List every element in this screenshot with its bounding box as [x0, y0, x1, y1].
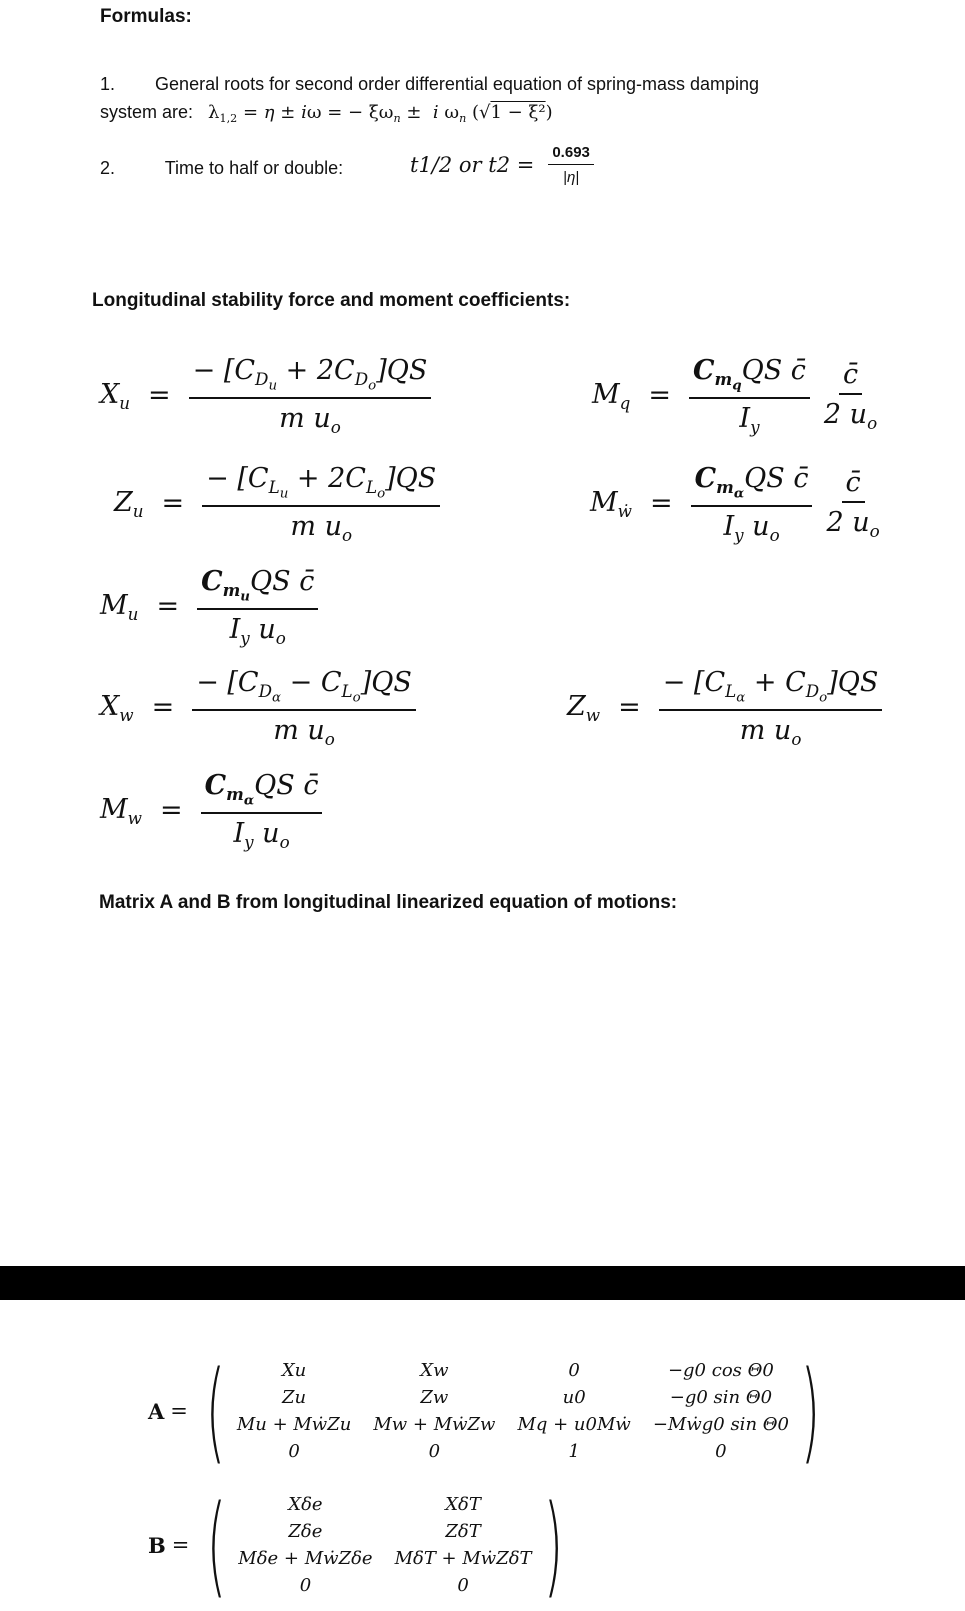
matrix-a-left-paren: (: [205, 1347, 226, 1475]
matrix-a-cell: Zw: [420, 1387, 449, 1408]
matrix-a-label: A: [148, 1398, 165, 1424]
matrix-b-grid: [238, 1493, 531, 1597]
item-2-number: 2.: [100, 158, 116, 178]
matrix-b-cell: MδT + MẇZδT: [394, 1548, 532, 1569]
matrix-a-cell: u0: [562, 1387, 586, 1408]
matrix-b-cell: 0: [299, 1575, 312, 1596]
matrix-b-cell: Mδe + MẇZδe: [238, 1548, 373, 1569]
damping-roots-formula: $\lambda_{1,2} = \eta \pm i\omega$ = − $\xi\omega_n \pm i$ $\omega_n$ (√1 − ξ²): [208, 102, 553, 125]
mwdot-fraction-1: $\frac{C_{m_\alpha}QS c̄}{I_y u_o}$: [691, 463, 813, 544]
xu-fraction: $\frac{- [C_{D_u} + 2C_{D_o}]QS}{m u_o}$: [189, 355, 432, 436]
matrix-a-cell: Xu: [281, 1360, 307, 1381]
matrices-heading: Matrix A and B from longitudinal linearized equation of motions:: [99, 892, 678, 913]
mq-lhs: $M_q$: [592, 378, 631, 413]
matrix-a-cell: Xw: [420, 1360, 449, 1381]
matrix-b-label: B: [148, 1532, 166, 1558]
zw-fraction: $\frac{- [C_{L_\alpha} + C_{D_o}]QS}{m u_o}$: [659, 667, 883, 748]
equation-xu: $X_u$ = $\frac{- [C_{D_u} + 2C_{D_o}]QS}{m u_o}$: [100, 355, 431, 436]
matrix-a-cell: 0: [428, 1441, 441, 1462]
half-double-numerator: 0.693: [548, 144, 594, 165]
xw-lhs: $X_w$: [100, 690, 134, 725]
matrix-b-left-paren: (: [207, 1481, 227, 1609]
matrix-b-cell: 0: [457, 1575, 469, 1596]
matrix-b-cell: ZδT: [445, 1521, 481, 1542]
item-1-text-line2: system are:: [100, 102, 194, 122]
equation-zu: $Z_u$ = $\frac{- [C_{L_u} + 2C_{L_o}]QS}{m u_o}$: [114, 463, 440, 544]
matrix-b-right-paren: ): [543, 1481, 563, 1609]
matrix-a-cell: Mq + u0Mẇ: [517, 1414, 631, 1435]
formulas-heading: Formulas:: [100, 6, 192, 27]
zw-lhs: $Z_w$: [567, 690, 601, 725]
matrix-a: A = ( Xu Xw 0 −g0 cos Θ0 Zu Zw u0 −g0 sin Θ0 Mu + MẇZu Mw + MẇZw Mq + u0Mẇ −Mẇg0 sin Θ0 0 0 1 0 ): [148, 1347, 821, 1475]
item-2-text: Time to half or double:: [164, 158, 344, 178]
mw-fraction: $\frac{C_{m_\alpha}QS c̄}{I_y u_o}$: [201, 770, 323, 851]
zu-lhs: $Z_u$: [114, 486, 144, 521]
longitudinal-heading: Longitudinal stability force and moment coefficients:: [92, 290, 571, 311]
matrix-a-cell: Zu: [282, 1387, 307, 1408]
mwdot-lhs: $M_ẇ$: [590, 486, 632, 521]
equation-mw: $M_w$ = $\frac{C_{m_\alpha}QS c̄}{I_y u_o}$: [100, 770, 322, 851]
equation-mu: $M_u$ = $\frac{C_{m_u}QS c̄}{I_y u_o}$: [100, 566, 318, 647]
xw-fraction: $\frac{- [C_{D_\alpha} - C_{L_o}]QS}{m u_o}$: [192, 667, 416, 748]
matrix-a-cell: 1: [568, 1441, 580, 1462]
black-separator-bar: [0, 1266, 965, 1300]
matrix-b-cell: Zδe: [288, 1521, 323, 1542]
half-double-formula: [410, 144, 594, 186]
zu-fraction: $\frac{- [C_{L_u} + 2C_{L_o}]QS}{m u_o}$: [202, 463, 440, 544]
equation-mwdot: $M_ẇ$ = $\frac{C_{m_\alpha}QS c̄}{I_y u_o}$ $\frac{c̄}{2 u_o}$: [590, 463, 884, 544]
matrix-b-cell: Xδe: [288, 1494, 323, 1515]
mwdot-fraction-2: $\frac{c̄}{2 u_o}$: [826, 466, 880, 541]
matrix-a-cell: Mw + MẇZw: [373, 1414, 496, 1435]
matrix-b-cell: XδT: [445, 1494, 481, 1515]
half-double-denominator: |η|: [563, 169, 580, 186]
matrix-a-cell: 0: [715, 1441, 727, 1462]
mu-fraction: $\frac{C_{m_u}QS c̄}{I_y u_o}$: [197, 566, 318, 647]
equation-mq: $M_q$ = $\frac{C_{m_q}QS c̄}{I_y}$ $\frac{c̄}{2 u_o}$: [592, 355, 881, 436]
equation-zw: $Z_w$ = $\frac{- [C_{L_\alpha} + C_{D_o}]QS}{m u_o}$: [567, 667, 882, 748]
matrix-a-cell: 0: [568, 1360, 580, 1381]
matrix-a-grid: [237, 1359, 789, 1463]
half-double-lhs: t1/2 or t2 =: [410, 153, 535, 177]
formula-item-2: [100, 154, 343, 182]
formula-item-1: [100, 70, 759, 98]
matrix-b: B = ( Xδe XδT Zδe ZδT Mδe + MẇZδe MδT + MẇZδT 0 0 ): [148, 1481, 563, 1609]
equation-xw: $X_w$ = $\frac{- [C_{D_\alpha} - C_{L_o}]QS}{m u_o}$: [100, 667, 416, 748]
mq-fraction-1: $\frac{C_{m_q}QS c̄}{I_y}$: [689, 355, 810, 436]
half-double-fraction: [548, 144, 594, 186]
mw-lhs: $M_w$: [100, 793, 142, 828]
item-1-number: 1.: [100, 74, 116, 94]
matrix-a-cell: −Mẇg0 sin Θ0: [652, 1414, 789, 1435]
matrix-a-cell: −g0 sin Θ0: [669, 1387, 773, 1408]
item-1-text-line1: General roots for second order differential equation of spring-mass damping: [155, 74, 760, 94]
matrix-a-right-paren: ): [800, 1347, 821, 1475]
xu-lhs: $X_u$: [100, 378, 131, 413]
mu-lhs: $M_u$: [100, 589, 139, 624]
matrix-a-cell: −g0 cos Θ0: [667, 1360, 774, 1381]
formula-item-1-line2: [100, 98, 553, 133]
mq-fraction-2: $\frac{c̄}{2 u_o}$: [823, 358, 878, 433]
matrix-a-cell: 0: [288, 1441, 300, 1462]
matrix-a-cell: Mu + MẇZu: [236, 1414, 352, 1435]
